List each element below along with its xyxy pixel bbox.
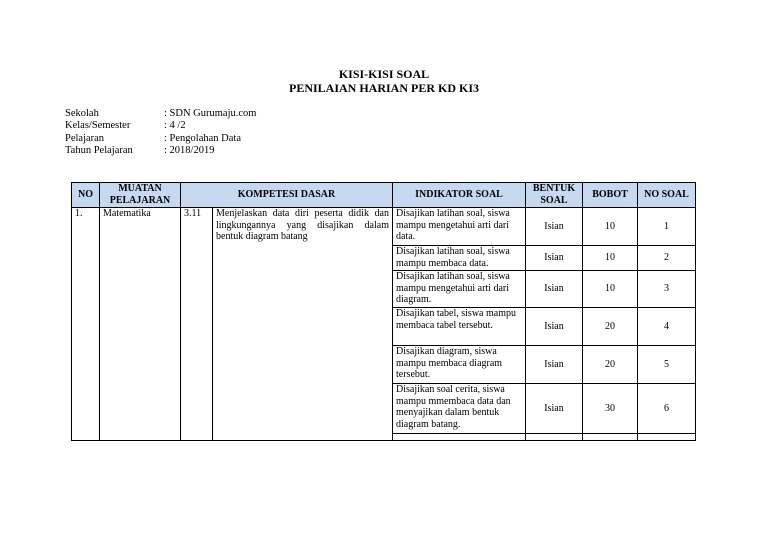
cell-bentuk: Isian — [526, 384, 583, 434]
cell-bobot: 10 — [583, 246, 638, 271]
table-row — [72, 208, 696, 246]
header-muatan: MUATAN PELAJARAN — [100, 183, 181, 208]
cell-muatan: Matematika — [100, 208, 181, 441]
cell-no-soal: 5 — [638, 346, 696, 384]
info-label: Sekolah — [65, 108, 99, 119]
filler-cell — [526, 434, 583, 441]
cell-bobot: 10 — [583, 208, 638, 246]
cell-bentuk: Isian — [526, 346, 583, 384]
cell-bentuk: Isian — [526, 271, 583, 308]
cell-no-soal: 6 — [638, 384, 696, 434]
cell-indikator: Disajikan diagram, siswa mampu membaca diagram tersebut. — [393, 346, 526, 384]
header-kompetensi: KOMPETESI DASAR — [181, 183, 393, 208]
cell-bobot: 20 — [583, 346, 638, 384]
info-value: : SDN Gurumaju.com — [164, 108, 257, 119]
cell-no-soal: 1 — [638, 208, 696, 246]
cell-kd-code — [181, 208, 213, 441]
filler-cell — [583, 434, 638, 441]
cell-bentuk: Isian — [526, 246, 583, 271]
filler-cell — [393, 434, 526, 441]
cell-no-soal: 2 — [638, 246, 696, 271]
cell-indikator: Disajikan latihan soal, siswa mampu mengetahui arti dari diagram. — [393, 271, 526, 308]
cell-indikator: Disajikan tabel, siswa mampu membaca tabel tersebut. — [393, 308, 526, 346]
header-indikator: INDIKATOR SOAL — [393, 183, 526, 208]
info-block — [65, 108, 256, 158]
info-row-kelas — [65, 120, 256, 132]
info-row-pelajaran — [65, 133, 256, 145]
cell-bobot: 20 — [583, 308, 638, 346]
cell-no-soal: 3 — [638, 271, 696, 308]
info-label: Pelajaran — [65, 132, 105, 144]
info-label: Kelas/Semester — [65, 120, 131, 132]
cell-bobot: 10 — [583, 271, 638, 308]
cell-bobot: 30 — [583, 384, 638, 434]
cell-no: 1. — [72, 208, 100, 441]
info-value: : Pengolahan Data — [164, 132, 241, 144]
header-no-soal: NO SOAL — [638, 183, 696, 208]
cell-indikator: Disajikan soal cerita, siswa mampu mmembaca data dan menyajikan dalam bentuk diagram batang. — [393, 384, 526, 434]
cell-no-soal: 4 — [638, 308, 696, 346]
header-bobot: BOBOT — [583, 183, 638, 208]
header-no: NO — [72, 183, 100, 208]
document-subtitle: PENILAIAN HARIAN PER KD KI3 — [288, 81, 479, 95]
table-header-row — [72, 183, 696, 208]
info-label: Tahun Pelajaran — [65, 145, 133, 157]
kisi-kisi-table — [71, 182, 696, 441]
kd-code-text: 3.11 — [184, 208, 202, 219]
info-row-tahun — [65, 145, 256, 157]
cell-indikator: Disajikan latihan soal, siswa mampu mengetahui arti dari data. — [393, 208, 526, 246]
document-title: KISI-KISI SOAL — [338, 67, 430, 81]
cell-bentuk: Isian — [526, 308, 583, 346]
cell-kd-text: Menjelaskan data diri peserta didik dan lingkungannya yang disajikan dalam bentuk diagram batang — [213, 208, 393, 441]
filler-cell — [638, 434, 696, 441]
cell-bentuk: Isian — [526, 208, 583, 246]
cell-indikator: Disajikan latihan soal, siswa mampu membaca data. — [393, 246, 526, 271]
info-row-sekolah — [65, 108, 256, 120]
info-value: : 2018/2019 — [164, 145, 215, 157]
info-value: : 4 /2 — [164, 120, 186, 132]
header-bentuk: BENTUK SOAL — [526, 183, 583, 208]
